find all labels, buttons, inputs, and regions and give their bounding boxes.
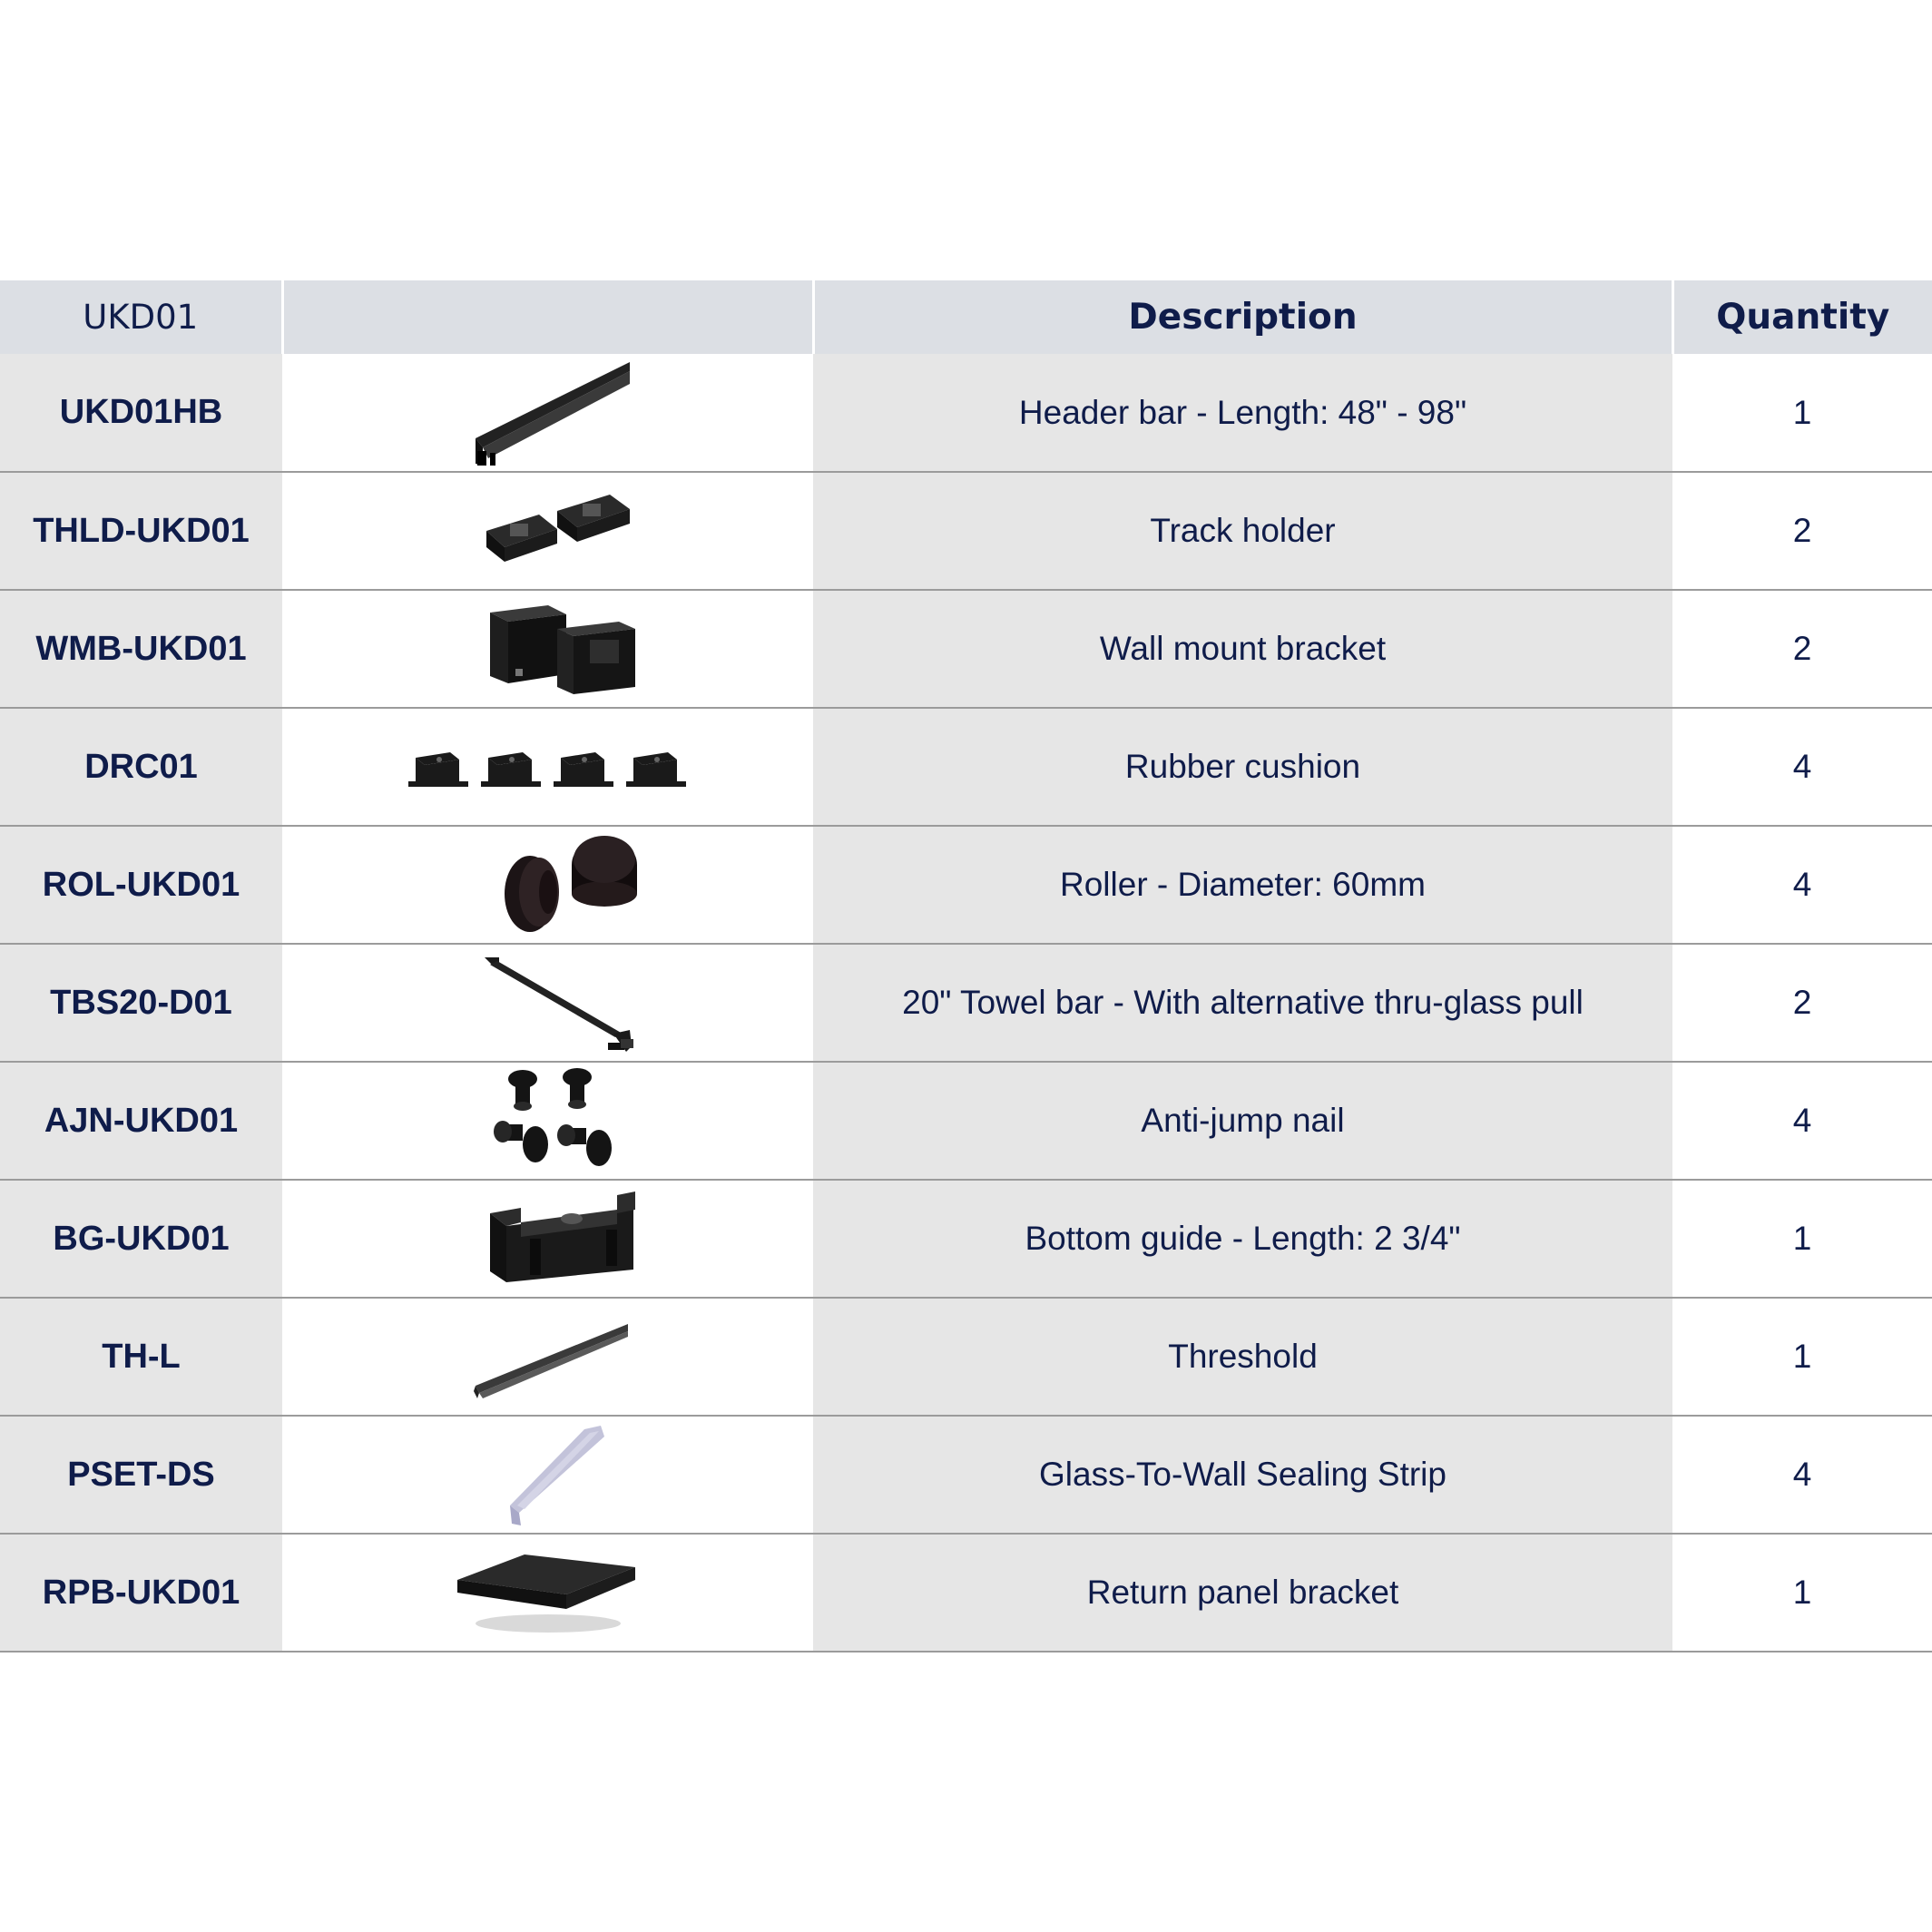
part-quantity: 2 (1672, 590, 1932, 708)
return-panel-bracket-icon (403, 1536, 693, 1649)
part-quantity: 4 (1672, 708, 1932, 826)
part-code: TBS20-D01 (0, 944, 282, 1062)
part-quantity: 1 (1672, 354, 1932, 472)
towel-bar-icon (403, 946, 693, 1059)
part-description: 20" Towel bar - With alternative thru-glass pull (813, 944, 1672, 1062)
part-description: Anti-jump nail (813, 1062, 1672, 1180)
table-header-row (0, 280, 1932, 354)
part-code: THLD-UKD01 (0, 472, 282, 590)
table-row (0, 1534, 1932, 1652)
part-code: DRC01 (0, 708, 282, 826)
rubber-cushion-icon (403, 711, 693, 823)
part-image-cell (282, 1298, 813, 1416)
table-row (0, 1416, 1932, 1534)
part-quantity: 2 (1672, 944, 1932, 1062)
table-row (0, 1180, 1932, 1298)
part-quantity: 4 (1672, 1416, 1932, 1534)
part-description: Roller - Diameter: 60mm (813, 826, 1672, 944)
part-code: AJN-UKD01 (0, 1062, 282, 1180)
column-header-description: Description (813, 280, 1672, 354)
table-row (0, 472, 1932, 590)
part-description: Header bar - Length: 48" - 98" (813, 354, 1672, 472)
table-row (0, 1062, 1932, 1180)
part-quantity: 1 (1672, 1298, 1932, 1416)
part-image-cell (282, 354, 813, 472)
part-description: Bottom guide - Length: 2 3/4" (813, 1180, 1672, 1298)
table-row (0, 826, 1932, 944)
part-code: WMB-UKD01 (0, 590, 282, 708)
threshold-icon (403, 1300, 693, 1413)
part-image-cell (282, 1180, 813, 1298)
part-description: Return panel bracket (813, 1534, 1672, 1652)
roller-icon (403, 829, 693, 941)
part-code: TH-L (0, 1298, 282, 1416)
table-row (0, 708, 1932, 826)
part-quantity: 1 (1672, 1534, 1932, 1652)
part-code: PSET-DS (0, 1416, 282, 1534)
column-header-image (282, 280, 813, 354)
table-row (0, 354, 1932, 472)
part-image-cell (282, 944, 813, 1062)
anti-jump-nail-icon (403, 1064, 693, 1177)
column-header-code: UKD01 (0, 280, 282, 354)
part-quantity: 4 (1672, 1062, 1932, 1180)
part-image-cell (282, 1062, 813, 1180)
part-code: UKD01HB (0, 354, 282, 472)
column-header-quantity: Quantity (1672, 280, 1932, 354)
header-bar-icon (403, 357, 693, 469)
part-description: Rubber cushion (813, 708, 1672, 826)
bottom-guide-icon (403, 1182, 693, 1295)
part-description: Wall mount bracket (813, 590, 1672, 708)
table-row (0, 1298, 1932, 1416)
part-quantity: 1 (1672, 1180, 1932, 1298)
track-holder-icon (403, 475, 693, 587)
part-description: Glass-To-Wall Sealing Strip (813, 1416, 1672, 1534)
table-row (0, 590, 1932, 708)
part-image-cell (282, 1534, 813, 1652)
part-description: Track holder (813, 472, 1672, 590)
sealing-strip-icon (403, 1418, 693, 1531)
part-quantity: 4 (1672, 826, 1932, 944)
part-image-cell (282, 590, 813, 708)
part-quantity: 2 (1672, 472, 1932, 590)
part-image-cell (282, 472, 813, 590)
part-code: RPB-UKD01 (0, 1534, 282, 1652)
part-description: Threshold (813, 1298, 1672, 1416)
parts-table (0, 280, 1932, 1652)
part-code: BG-UKD01 (0, 1180, 282, 1298)
wall-mount-bracket-icon (403, 593, 693, 705)
part-image-cell (282, 826, 813, 944)
table-row (0, 944, 1932, 1062)
part-image-cell (282, 708, 813, 826)
part-image-cell (282, 1416, 813, 1534)
part-code: ROL-UKD01 (0, 826, 282, 944)
